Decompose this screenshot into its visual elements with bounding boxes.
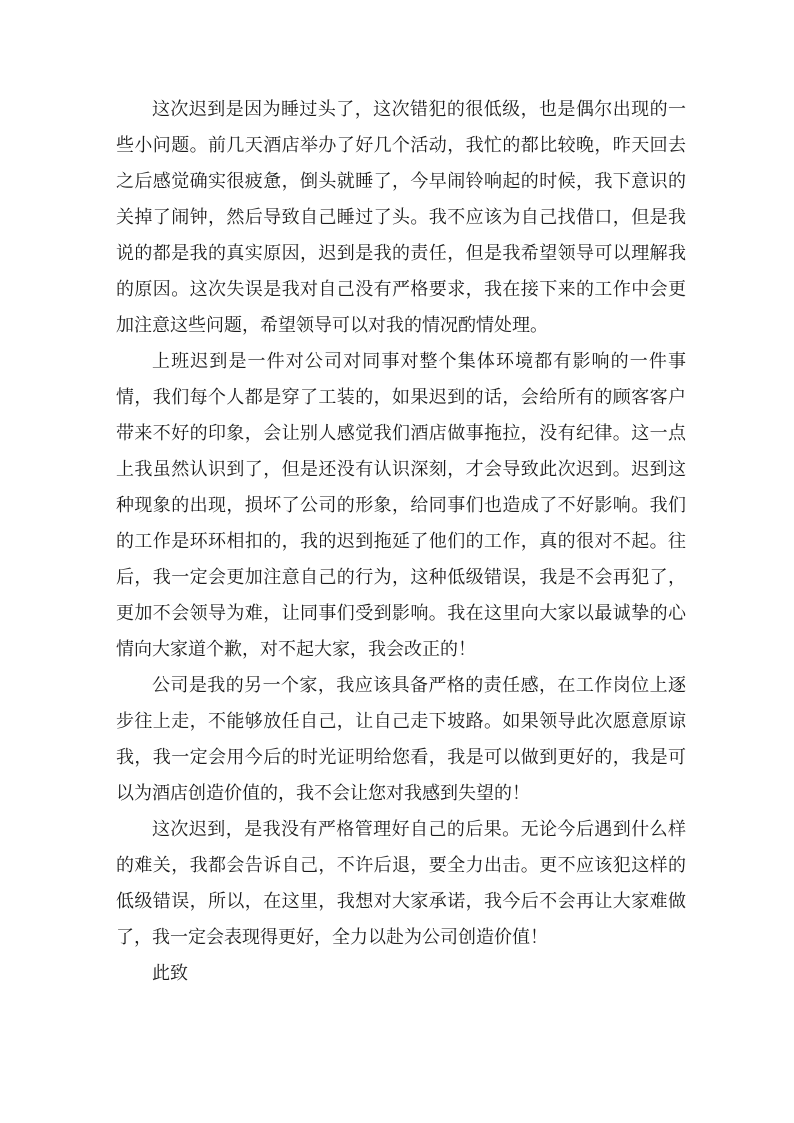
paragraph-4: 这次迟到，是我没有严格管理好自己的后果。无论今后遇到什么样的难关，我都会告诉自己，不许后退，要全力出击。更不应该犯这样的低级错误，所以，在这里，我想对大家承诺，我今后不会再让大家难做了，我一定会表现得更好，全力以赴为公司创造价值！ bbox=[116, 819, 686, 948]
document-body bbox=[116, 92, 686, 992]
closing-salutation: 此致 bbox=[152, 963, 188, 984]
paragraph-1: 这次迟到是因为睡过头了，这次错犯的很低级，也是偶尔出现的一些小问题。前几天酒店举办了好几个活动，我忙的都比较晚，昨天回去之后感觉确实很疲惫，倒头就睡了，今早闹铃响起的时候，我下意识的关掉了闹钟，然后导致自己睡过了头。我不应该为自己找借口，但是我说的都是我的真实原因，迟到是我的责任，但是我希望领导可以理解我的原因。这次失误是我对自己没有严格要求，我在接下来的工作中会更加注意这些问题，希望领导可以对我的情况酌情处理。 bbox=[116, 99, 686, 336]
paragraph-2: 上班迟到是一件对公司对同事对整个集体环境都有影响的一件事情，我们每个人都是穿了工装的，如果迟到的话，会给所有的顾客客户带来不好的印象，会让别人感觉我们酒店做事拖拉，没有纪律。这一点上我虽然认识到了，但是还没有认识深刻，才会导致此次迟到。迟到这种现象的出现，损坏了公司的形象，给同事们也造成了不好影响。我们的工作是环环相扣的，我的迟到拖延了他们的工作，真的很对不起。往后，我一定会更加注意自己的行为，这种低级错误，我是不会再犯了，更加不会领导为难，让同事们受到影响。我在这里向大家以最诚挚的心情向大家道个歉，对不起大家，我会改正的！ bbox=[116, 351, 686, 660]
paragraph-3: 公司是我的另一个家，我应该具备严格的责任感，在工作岗位上逐步往上走，不能够放任自己，让自己走下坡路。如果领导此次愿意原谅我，我一定会用今后的时光证明给您看，我是可以做到更好的，我是可以为酒店创造价值的，我不会让您对我感到失望的！ bbox=[116, 675, 686, 804]
